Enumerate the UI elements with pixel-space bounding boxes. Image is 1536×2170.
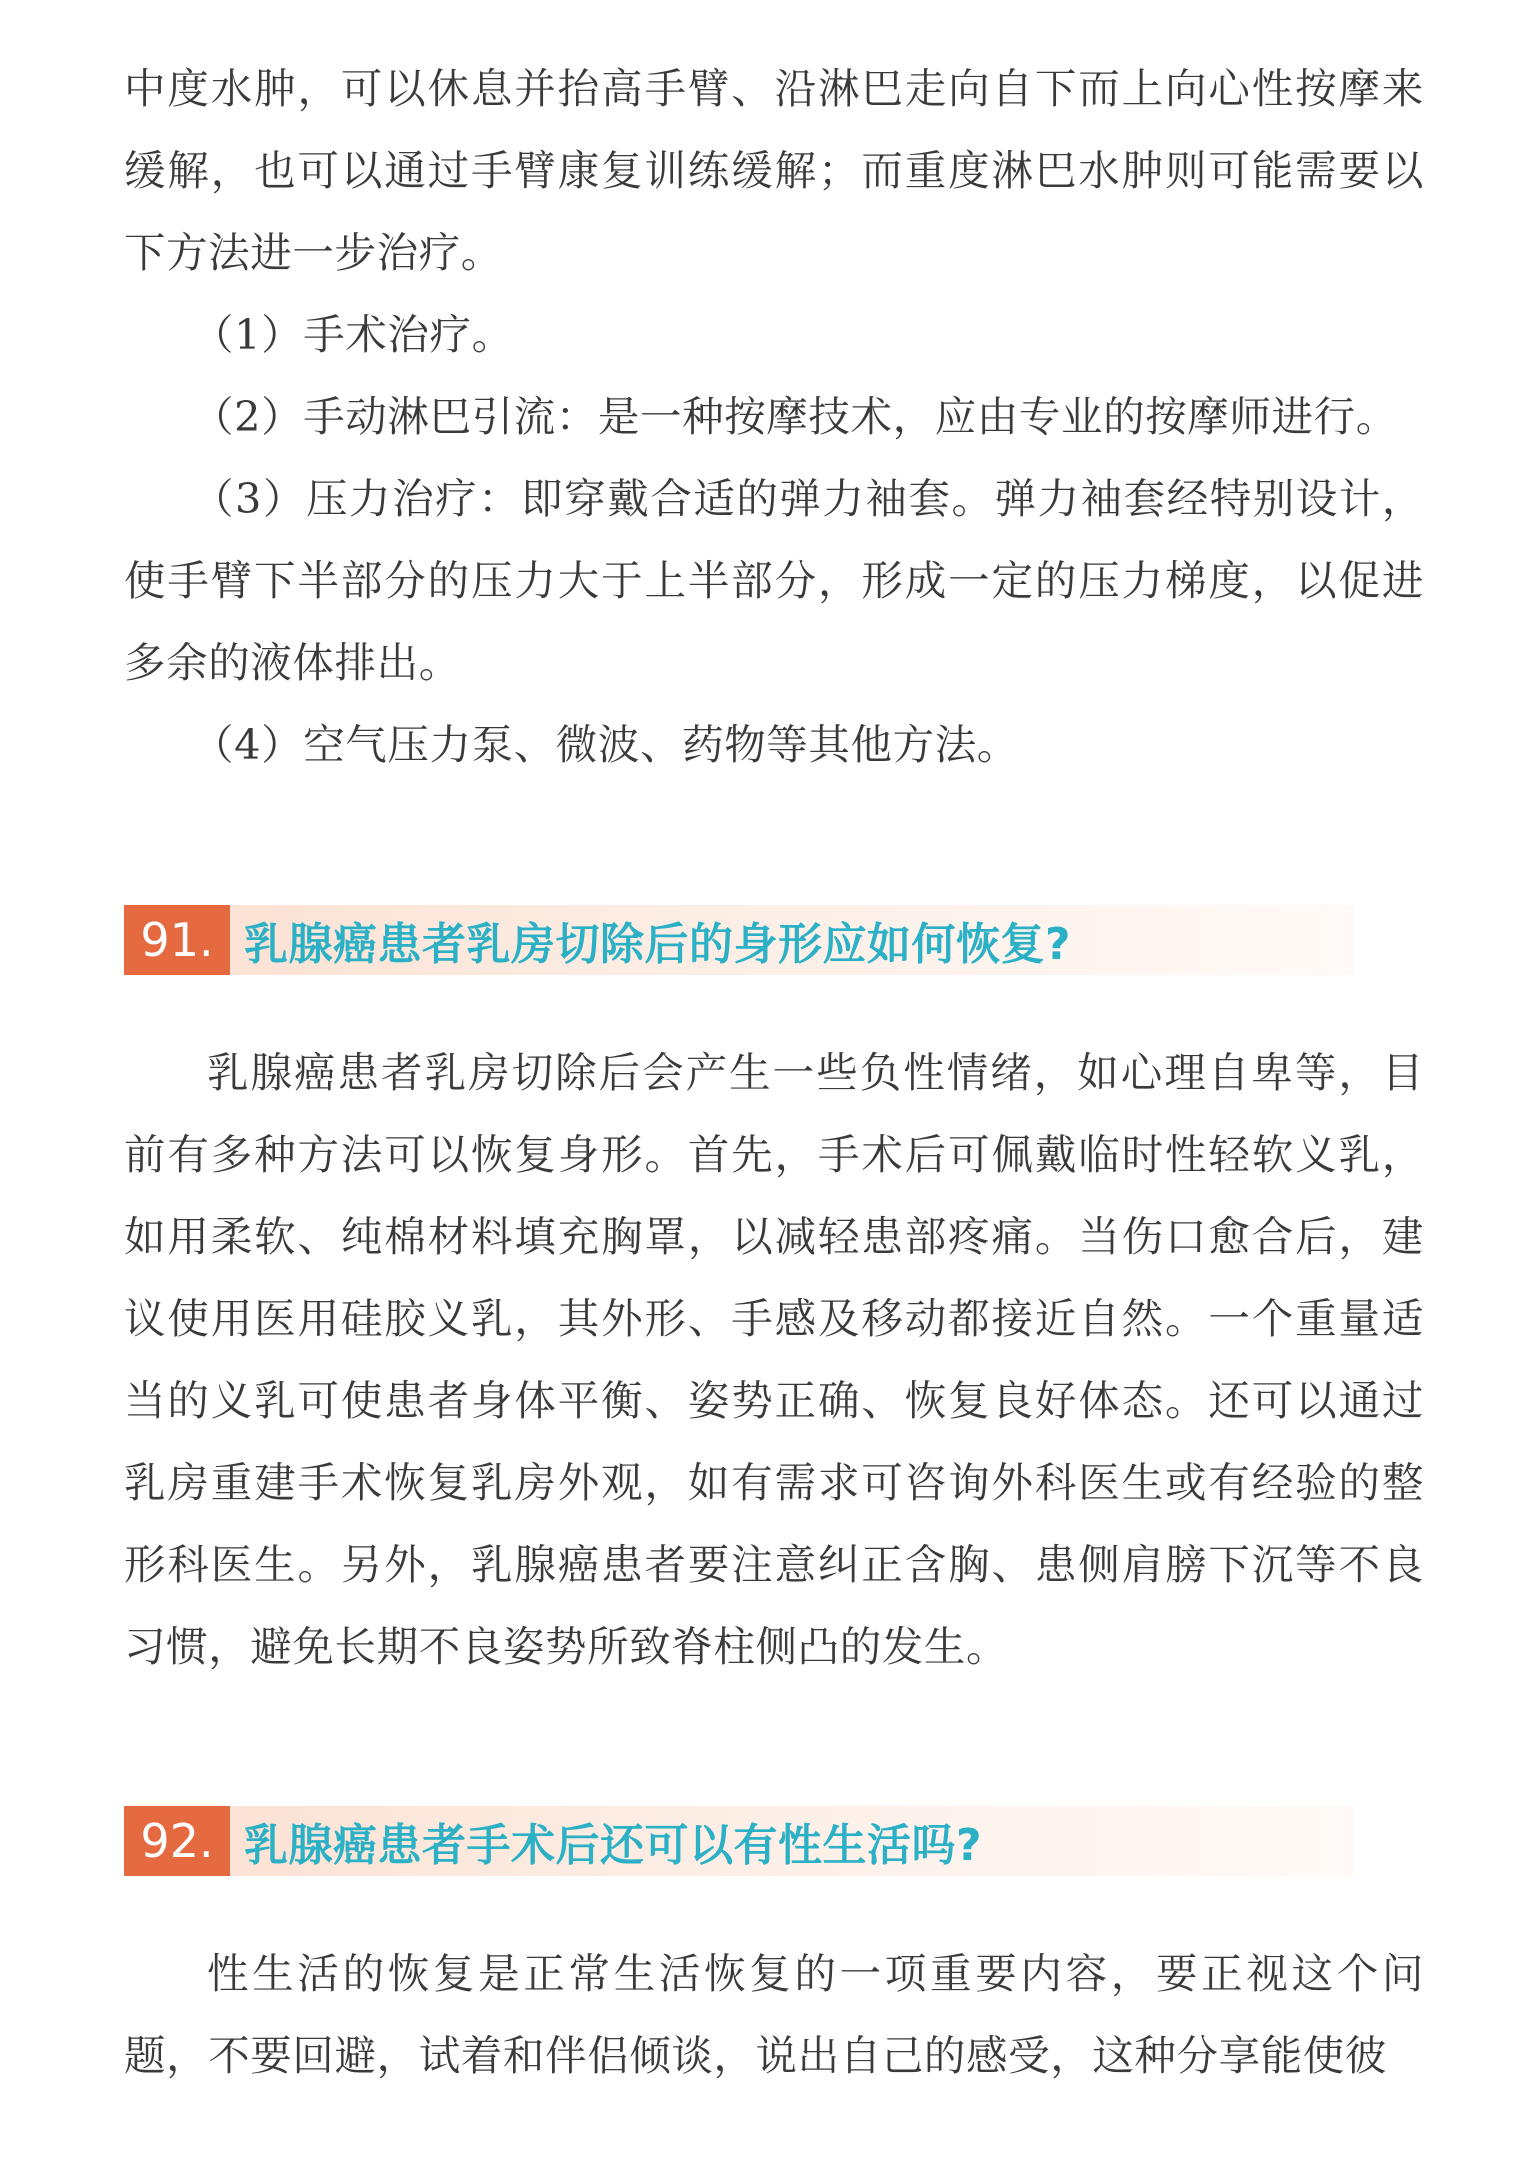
section-91-body: 乳腺癌患者乳房切除后会产生一些负性情绪，如心理自卑等，目前有多种方法可以恢复身形。首先，手术后可佩戴临时性轻软义乳，如用柔软、纯棉材料填充胸罩，以减轻患部疼痛。当伤口愈合后，建议使用医用硅胶义乳，其外形、手感及移动都接近自然。一个重量适当的义乳可使患者身体平衡、姿势正确、恢复良好体态。还可以通过乳房重建手术恢复乳房外观，如有需求可咨询外科医生或有经验的整形科医生。另外，乳腺癌患者要注意纠正含胸、患侧肩膀下沉等不良习惯，避免长期不良姿势所致脊柱侧凸的发生。	[124, 1048, 1424, 1671]
list-item-4: （4）空气压力泵、微波、药物等其他方法。	[192, 720, 1019, 769]
section-heading-92	[124, 1806, 1354, 1876]
section-title-band	[230, 1806, 1354, 1876]
section-heading-91	[124, 905, 1354, 975]
list-item-1: （1）手术治疗。	[192, 310, 514, 359]
section-number-badge: 92.	[124, 1806, 230, 1876]
section-92-body: 性生活的恢复是正常生活恢复的一项重要内容，要正视这个问题，不要回避，试着和伴侣倾谈，说出自己的感受，这种分享能使彼	[124, 1949, 1424, 2080]
intro-paragraph: 中度水肿，可以休息并抬高手臂、沿淋巴走向自下而上向心性按摩来缓解，也可以通过手臂康复训练缓解；而重度淋巴水肿则可能需要以下方法进一步治疗。	[124, 64, 1424, 277]
list-item-2: （2）手动淋巴引流：是一种按摩技术，应由专业的按摩师进行。	[192, 392, 1398, 441]
section-title: 乳腺癌患者手术后还可以有性生活吗?	[244, 1820, 983, 1871]
section-title: 乳腺癌患者乳房切除后的身形应如何恢复?	[244, 919, 1072, 970]
section-number-badge: 91.	[124, 905, 230, 975]
list-item-3: （3）压力治疗：即穿戴合适的弹力袖套。弹力袖套经特别设计，使手臂下半部分的压力大于上半部分，形成一定的压力梯度，以促进多余的液体排出。	[124, 474, 1424, 687]
section-title-band	[230, 905, 1354, 975]
